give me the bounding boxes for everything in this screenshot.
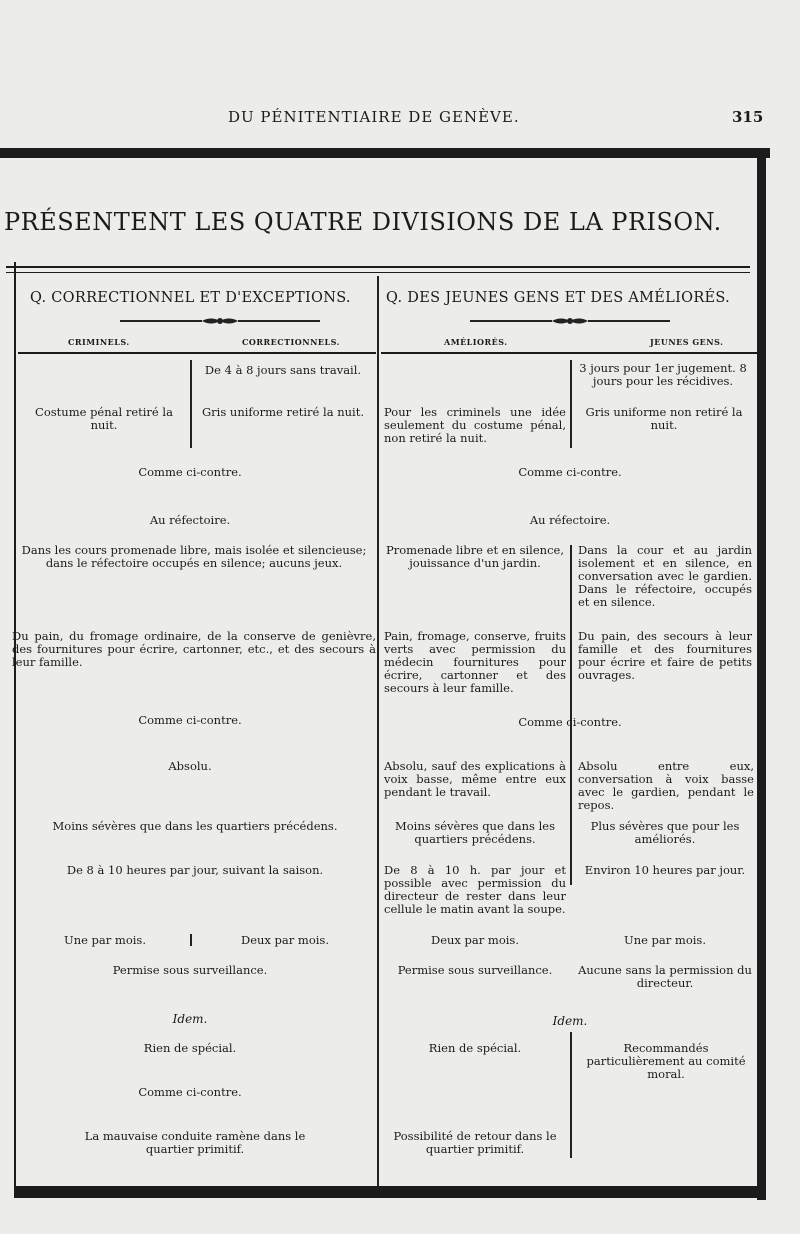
r12-amelio: Permise sous surveillance.	[397, 963, 553, 977]
r16-left: La mauvaise conduite ramène dans le quartier primitif.	[84, 1129, 306, 1156]
r2-amelio: Pour les criminels une idée seulement du costume pénal, non retiré la nuit.	[384, 405, 566, 445]
r2-jeunes: Gris uniforme non retiré la nuit.	[585, 405, 743, 432]
r13-left: Idem.	[172, 1012, 208, 1026]
r11-amelio: Deux par mois.	[430, 933, 519, 947]
column-header-rule-right	[381, 352, 757, 354]
r14-left: Rien de spécial.	[143, 1041, 237, 1055]
r6-amelio: Pain, fromage, conserve, fruits verts avec permission du médecin fournitures pour écrire, cartonner et des secours à leur famille.	[384, 629, 566, 695]
r12-jeunes: Aucune sans la permission du directeur.	[578, 963, 752, 990]
r3-left: Comme ci-contre.	[138, 465, 242, 479]
r11-separator	[190, 934, 192, 946]
r4-left: Au réfectoire.	[149, 513, 231, 527]
ornament-right	[470, 316, 670, 326]
running-head: DU PÉNITENTIAIRE DE GENÈVE.	[228, 108, 520, 126]
r7-left: Comme ci-contre.	[138, 713, 242, 727]
r12-left: Permise sous surveillance.	[112, 963, 268, 977]
r10-amelio: De 8 à 10 h. par jour et possible avec permission du directeur de rester dans leur cellule le matin avant la soupe.	[384, 863, 566, 916]
frame-left-rule	[14, 262, 16, 1187]
r14-amelio: Rien de spécial.	[428, 1041, 522, 1055]
r1-jeunes: 3 jours pour 1er jugement. 8 jours pour les récidives.	[579, 361, 747, 388]
column-rule-right-1	[570, 360, 572, 448]
title-rule-top	[6, 266, 750, 268]
r6-jeunes: Du pain, des secours à leur famille et des fournitures pour écrire et faire de petits ouvrages.	[578, 629, 752, 682]
r10-jeunes: Environ 10 heures par jour.	[584, 863, 746, 877]
center-column-rule	[377, 276, 379, 1186]
column-header-jeunes: JEUNES GENS.	[650, 337, 724, 347]
page-number: 315	[732, 108, 764, 126]
r11-criminels: Une par mois.	[64, 933, 146, 947]
frame-top-rule	[0, 148, 770, 158]
r9-left: Moins sévères que dans les quartiers précédens.	[52, 819, 338, 833]
r7-right: Comme ci-contre.	[518, 715, 622, 729]
page-title: PRÉSENTENT LES QUATRE DIVISIONS DE LA PRISON.	[4, 208, 722, 236]
r11-jeunes: Une par mois.	[624, 933, 706, 947]
r4-right: Au réfectoire.	[529, 513, 611, 527]
r10-left: De 8 à 10 heures par jour, suivant la saison.	[66, 863, 324, 877]
r8-amelio: Absolu, sauf des explications à voix basse, même entre eux pendant le travail.	[384, 759, 566, 799]
r8-jeunes: Absolu entre eux, conversation à voix basse avec le gardien, pendant le repos.	[578, 759, 754, 812]
ornament-left	[120, 316, 320, 326]
r3-right: Comme ci-contre.	[518, 465, 622, 479]
r5-amelio: Promenade libre et en silence, jouissance d'un jardin.	[386, 543, 564, 570]
column-header-amelio: AMÉLIORÉS.	[444, 337, 508, 347]
column-rule-left-1	[190, 360, 192, 448]
title-rule-bottom	[6, 272, 750, 273]
r9-amelio: Moins sévères que dans les quartiers précédens.	[394, 819, 555, 846]
r9-jeunes: Plus sévères que pour les améliorés.	[590, 819, 740, 846]
r5-jeunes: Dans la cour et au jardin isolement et en silence, en conversation avec le gardien. Dans le réfectoire, occupés et en silence.	[578, 543, 752, 609]
r11-correctionnels: Deux par mois.	[240, 933, 329, 947]
section-header-right: Q. DES JEUNES GENS ET DES AMÉLIORÉS.	[386, 290, 731, 306]
r5-left: Dans les cours promenade libre, mais isolée et silencieuse; dans le réfectoire occupés en silence; aucuns jeux.	[21, 543, 367, 570]
r13-right: Idem.	[552, 1014, 588, 1028]
section-header-left: Q. CORRECTIONNEL ET D'EXCEPTIONS.	[30, 290, 351, 306]
r15-left: Comme ci-contre.	[138, 1085, 242, 1099]
frame-bottom-rule	[14, 1186, 766, 1198]
r16-amelio: Possibilité de retour dans le quartier primitif.	[393, 1129, 557, 1156]
column-rule-right-3	[570, 1032, 572, 1158]
r6-left: Du pain, du fromage ordinaire, de la conserve de genièvre, des fournitures pour écrire, cartonner, etc., et des secours à leur famille.	[12, 629, 376, 669]
r8-left: Absolu.	[168, 759, 212, 773]
r14-jeunes: Recommandés particulièrement au comité moral.	[586, 1041, 746, 1081]
column-header-criminels: CRIMINELS.	[68, 337, 130, 347]
frame-right-rule	[757, 148, 766, 1200]
column-header-correctionnels: CORRECTIONNELS.	[242, 337, 340, 347]
column-header-rule-left	[18, 352, 376, 354]
r2-criminels: Costume pénal retiré la nuit.	[35, 405, 173, 432]
r1-correctionnels: De 4 à 8 jours sans travail.	[204, 363, 362, 377]
r2-correctionnels: Gris uniforme retiré la nuit.	[202, 405, 364, 419]
